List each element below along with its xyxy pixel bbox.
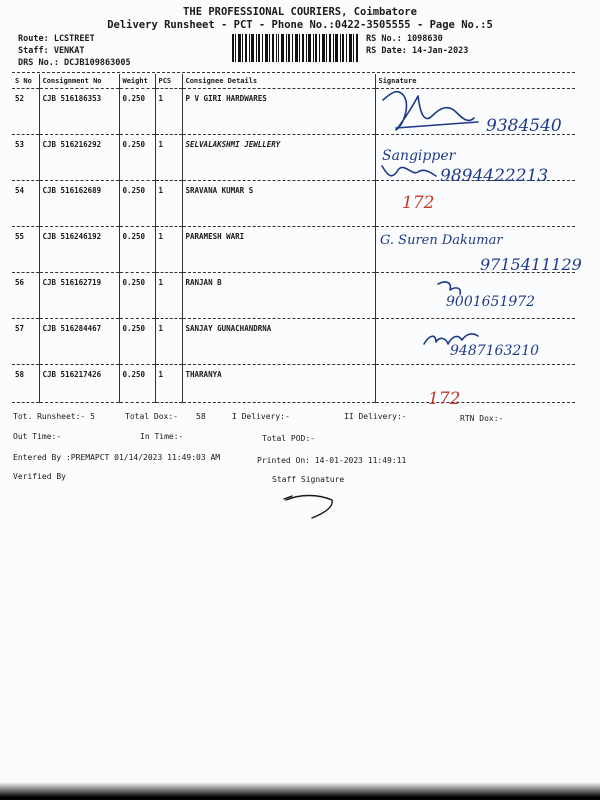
row-consignee: SELVALAKSHMI JEWLLERY <box>182 135 375 181</box>
sig53-phone: 9894422213 <box>440 166 549 186</box>
signature-55 <box>380 233 582 274</box>
sig53-name: Sangipper <box>382 148 456 164</box>
col-sno: S No <box>12 74 39 89</box>
col-signature: Signature <box>375 74 575 89</box>
staff-signature-label: Staff Signature <box>272 475 345 484</box>
row-weight: 0.250 <box>119 365 155 403</box>
row-pcs: 1 <box>155 227 182 273</box>
i-delivery: I Delivery:- <box>232 412 290 421</box>
row-pcs: 1 <box>155 365 182 403</box>
signature-53 <box>382 148 548 186</box>
row-consignee: THARANYA <box>182 365 375 403</box>
out-time: Out Time:- <box>13 432 62 441</box>
rs-number: RS No.: 1098630 <box>366 34 443 44</box>
row-weight: 0.250 <box>119 135 155 181</box>
row-weight: 0.250 <box>119 273 155 319</box>
staff-signature-scribble <box>284 496 332 519</box>
signature-52 <box>383 92 562 136</box>
mark-54 <box>402 193 434 213</box>
sig55-phone: 9715411129 <box>480 255 582 274</box>
total-pod: Total POD:- <box>262 434 315 443</box>
sig57-phone: 9487163210 <box>450 343 540 359</box>
row-consignment: CJB 516246192 <box>39 227 119 273</box>
row-weight: 0.250 <box>119 181 155 227</box>
mark54-text: 172 <box>402 193 435 213</box>
row-weight: 0.250 <box>119 227 155 273</box>
drs-number: DRS No.: DCJB109863005 <box>18 58 131 68</box>
row-consignment: CJB 516186353 <box>39 89 119 135</box>
staff-label: Staff: VENKAT <box>18 46 85 56</box>
row-consignment: CJB 516162689 <box>39 181 119 227</box>
row-pcs: 1 <box>155 181 182 227</box>
ii-delivery: II Delivery:- <box>344 412 407 421</box>
col-consignee: Consignee Details <box>182 74 375 89</box>
route-label: Route: LCSTREET <box>18 34 95 44</box>
in-time: In Time:- <box>140 432 184 441</box>
row-sno: 52 <box>12 89 39 135</box>
row-weight: 0.250 <box>119 319 155 365</box>
col-consignment: Consignment No <box>39 74 119 89</box>
tot-runsheet: Tot. Runsheet:- 5 <box>13 412 95 421</box>
col-pcs: PCS <box>155 74 182 89</box>
row-consignment: CJB 516216292 <box>39 135 119 181</box>
row-sno: 56 <box>12 273 39 319</box>
row-sno: 57 <box>12 319 39 365</box>
row-sno: 55 <box>12 227 39 273</box>
signature-56 <box>438 282 535 310</box>
row-weight: 0.250 <box>119 89 155 135</box>
sig55-name: G. Suren Dakumar <box>380 233 503 248</box>
row-consignment: CJB 516284467 <box>39 319 119 365</box>
runsheet-subtitle: Delivery Runsheet - PCT - Phone No.:0422-3505555 - Page No.:5 <box>107 19 493 31</box>
row-pcs: 1 <box>155 135 182 181</box>
row-pcs: 1 <box>155 89 182 135</box>
sig52-phone: 9384540 <box>486 116 562 136</box>
rtn-dox: RTN Dox:- <box>460 414 504 423</box>
signature-57 <box>424 334 539 359</box>
company-title: THE PROFESSIONAL COURIERS, Coimbatore <box>183 6 417 18</box>
mark58-text: 172 <box>428 389 461 409</box>
col-weight: Weight <box>119 74 155 89</box>
entered-by: Entered By :PREMAPCT 01/14/2023 11:49:03 AM <box>13 453 221 462</box>
scan-edge-shadow <box>0 782 600 800</box>
row-sno: 54 <box>12 181 39 227</box>
row-consignment: CJB 516162719 <box>39 273 119 319</box>
row-consignee: PARAMESH WARI <box>182 227 375 273</box>
row-consignee: P V GIRI HARDWARES <box>182 89 375 135</box>
row-consignee: SRAVANA KUMAR S <box>182 181 375 227</box>
total-dox-label: Total Dox:- <box>125 412 178 421</box>
row-sno: 53 <box>12 135 39 181</box>
row-consignee: RANJAN B <box>182 273 375 319</box>
row-sno: 58 <box>12 365 39 403</box>
total-dox-value: 58 <box>196 412 206 421</box>
printed-on: Printed On: 14-01-2023 11:49:11 <box>257 456 407 465</box>
verified-by: Verified By <box>13 472 66 481</box>
row-pcs: 1 <box>155 319 182 365</box>
row-consignee: SANJAY GUNACHANDRNA <box>182 319 375 365</box>
sig56-phone: 9001651972 <box>446 294 536 310</box>
mark-58 <box>428 389 460 409</box>
row-consignment: CJB 516217426 <box>39 365 119 403</box>
rs-date: RS Date: 14-Jan-2023 <box>366 46 469 56</box>
row-pcs: 1 <box>155 273 182 319</box>
